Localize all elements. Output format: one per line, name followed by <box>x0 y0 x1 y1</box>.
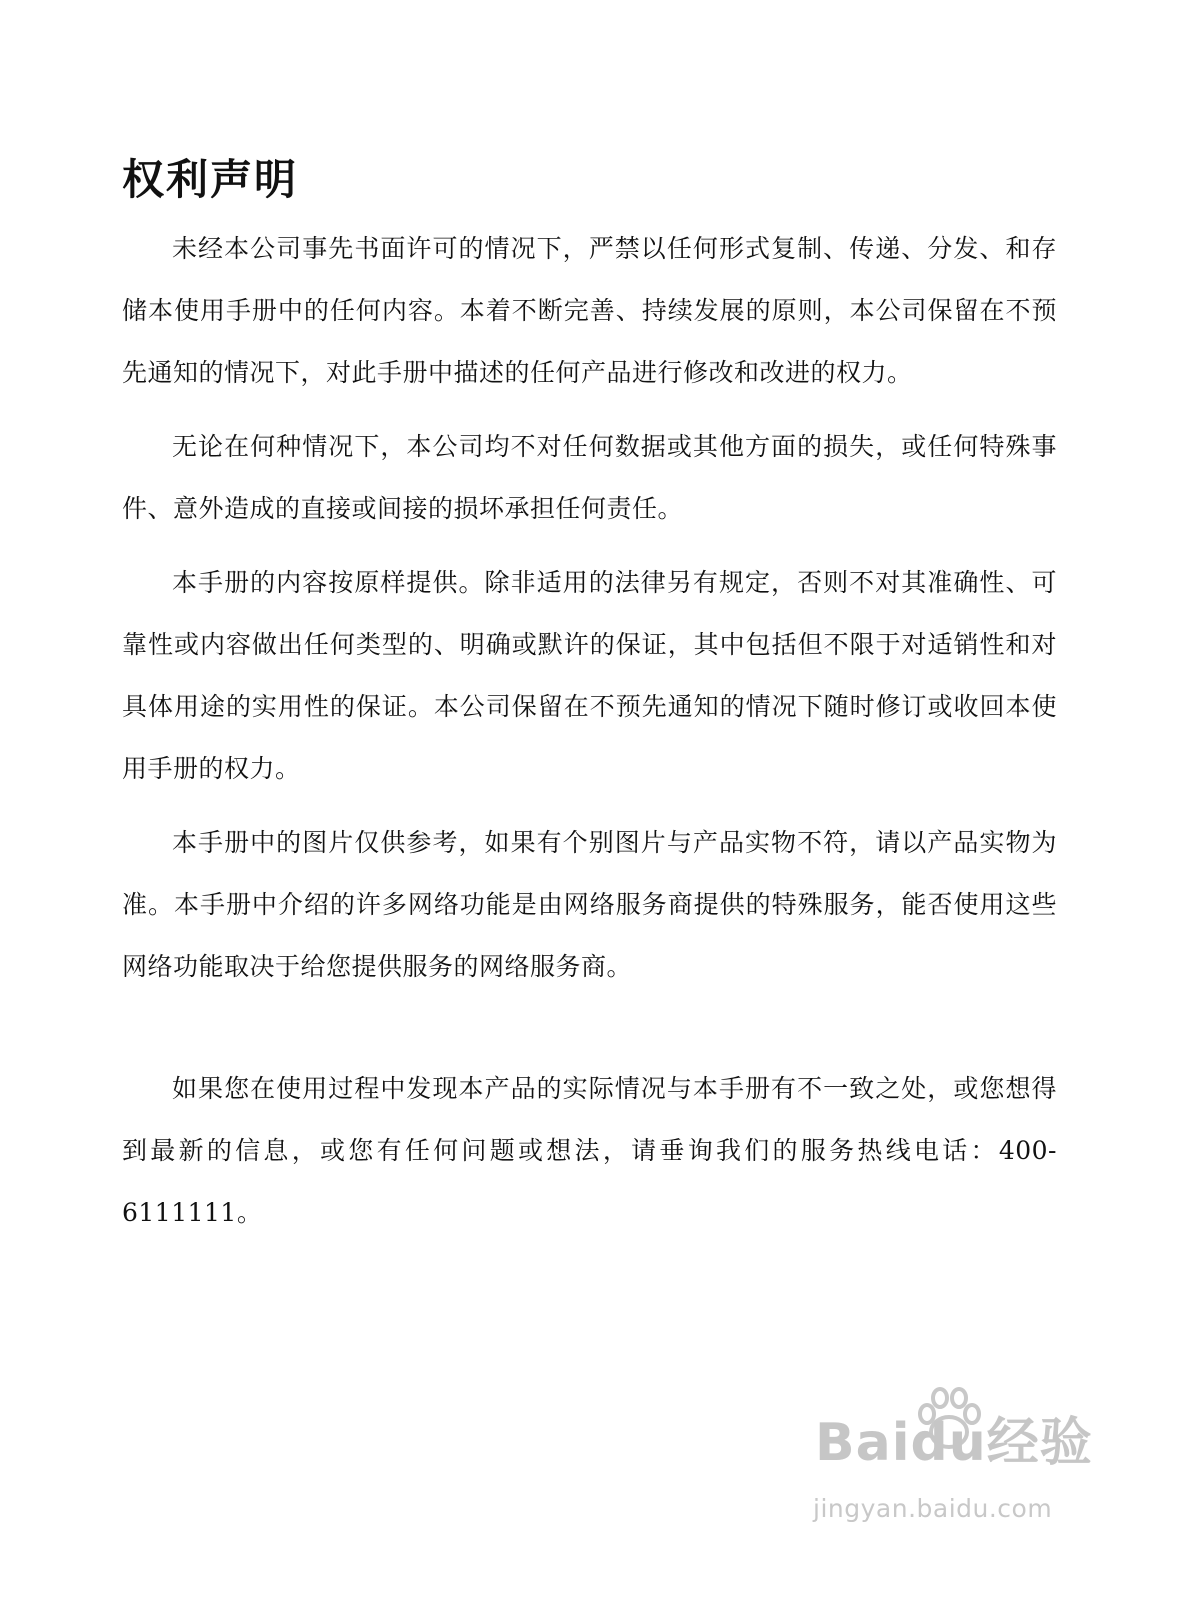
paragraph-images: 本手册中的图片仅供参考，如果有个别图片与产品实物不符，请以产品实物为准。本手册中介绍的许多网络功能是由网络服务商提供的特殊服务，能否使用这些网络功能取决于给您提供服务的网络服务商。 <box>122 828 1057 981</box>
page-title: 权利声明 <box>122 155 299 204</box>
document-body <box>122 218 1057 1256</box>
baidu-jingyan-watermark <box>805 1380 1105 1550</box>
paragraph-hotline: 如果您在使用过程中发现本产品的实际情况与本手册有不一致之处，或您想得到最新的信息，或您有任何问题或想法，请垂询我们的服务热线电话：400-6111111。 <box>122 1074 1057 1227</box>
watermark-url: jingyan.baidu.com <box>813 1494 1053 1523</box>
paragraph-liability: 无论在何种情况下，本公司均不对任何数据或其他方面的损失，或任何特殊事件、意外造成的直接或间接的损坏承担任何责任。 <box>122 432 1057 523</box>
watermark-logo-text: Baidu经验 <box>815 1413 1093 1473</box>
paragraph-warranty: 本手册的内容按原样提供。除非适用的法律另有规定，否则不对其准确性、可靠性或内容做出任何类型的、明确或默许的保证，其中包括但不限于对适销性和对具体用途的实用性的保证。本公司保留在不预先通知的情况下随时修订或收回本使用手册的权力。 <box>122 568 1057 783</box>
paragraph-copyright: 未经本公司事先书面许可的情况下，严禁以任何形式复制、传递、分发、和存储本使用手册中的任何内容。本着不断完善、持续发展的原则，本公司保留在不预先通知的情况下，对此手册中描述的任何产品进行修改和改进的权力。 <box>122 234 1057 387</box>
